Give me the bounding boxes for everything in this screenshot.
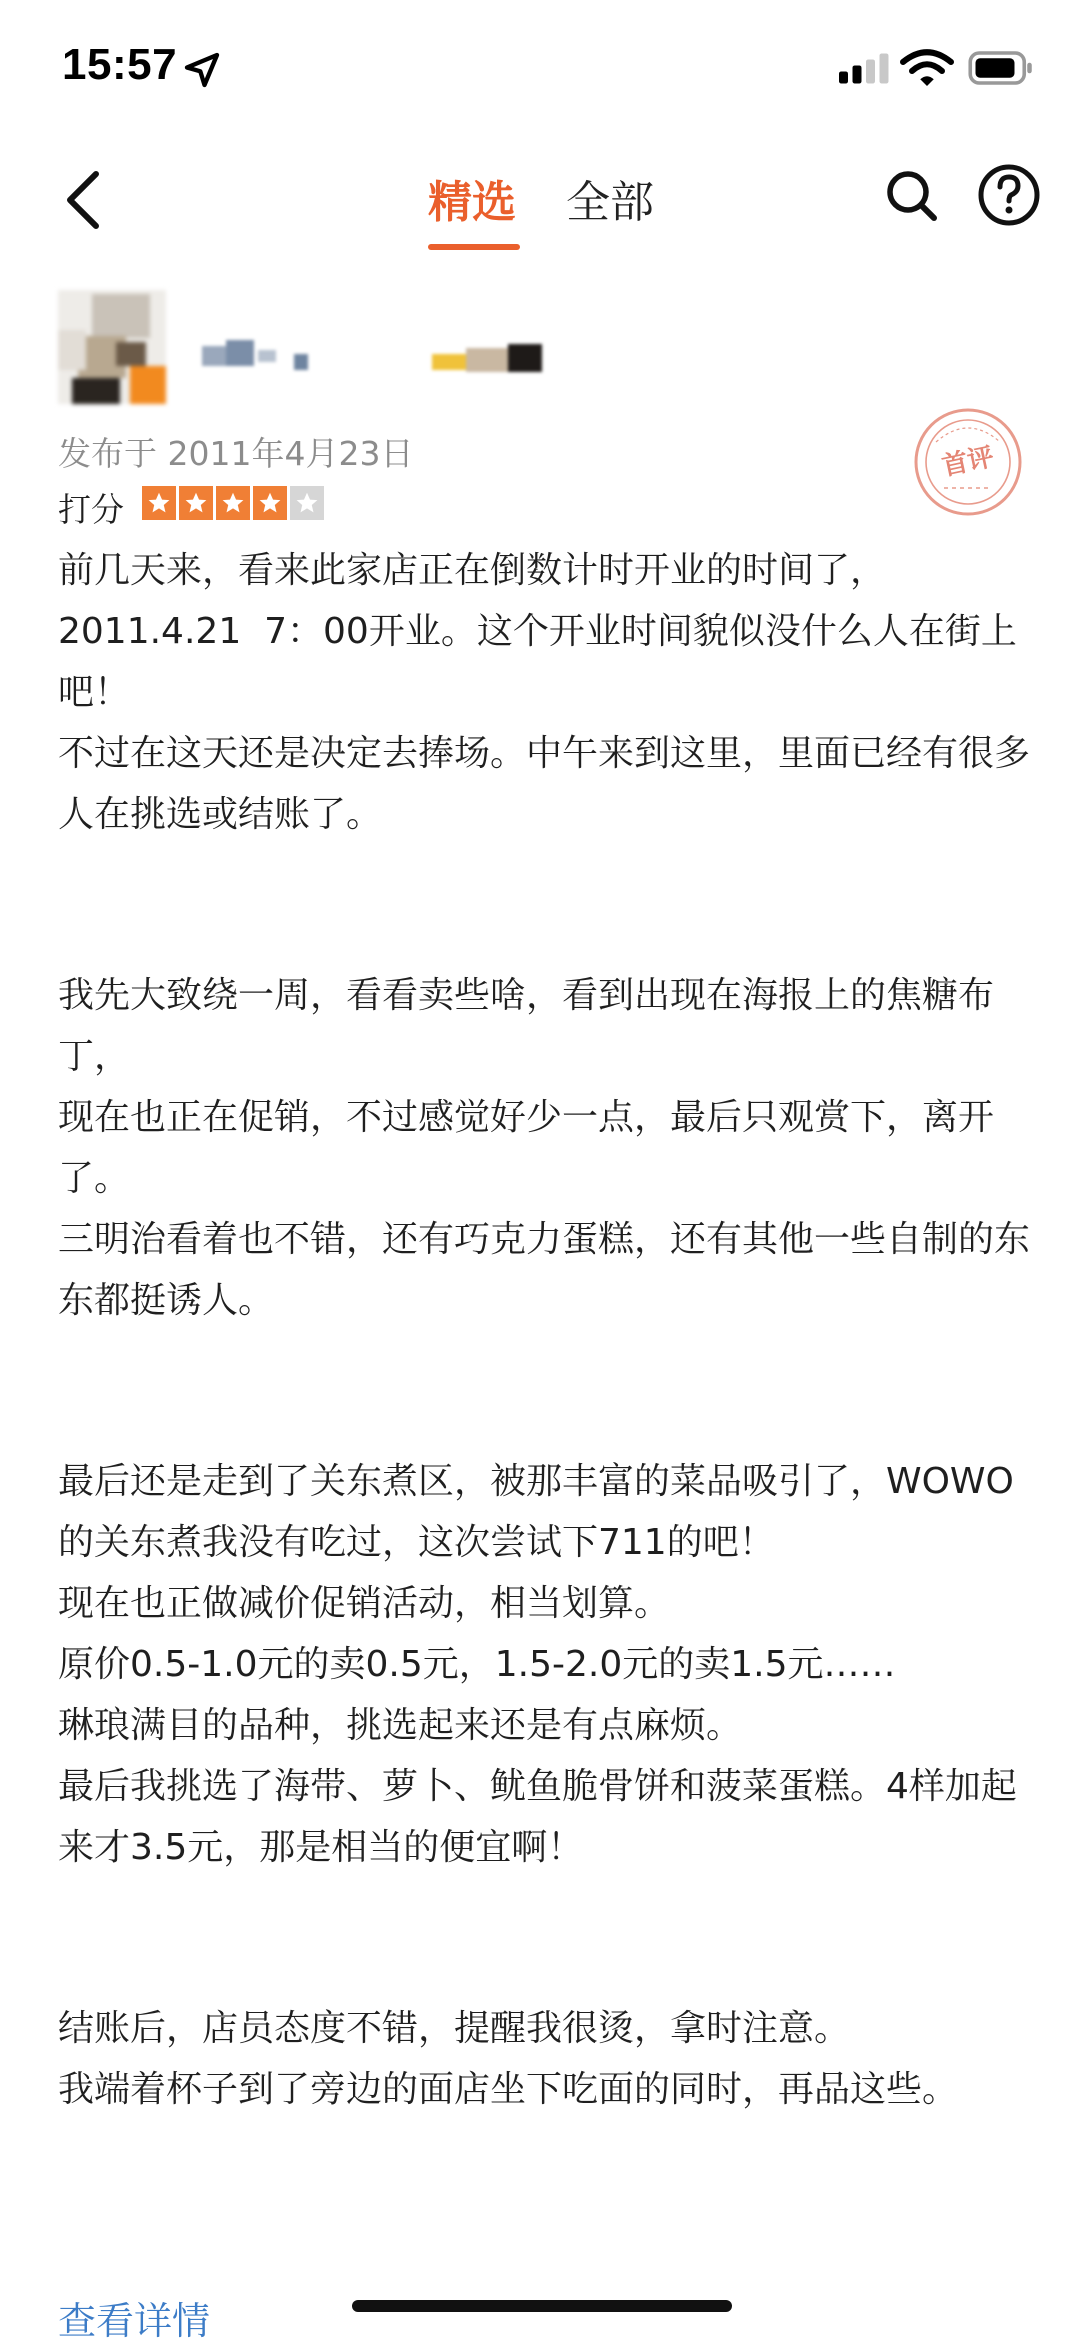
star-icon — [179, 486, 213, 520]
review-paragraph: 结账后，店员态度不错，提醒我很烫，拿时注意。 我端着杯子到了旁边的面店坐下吃面的同时，再品这些。 — [58, 2008, 959, 2110]
back-arrow-icon[interactable] — [50, 160, 120, 240]
review-paragraph: 前几天来，看来此家店正在倒数计时开业的时间了，2011.4.21 7：00开业。这个开业时间貌似没什么人在街上吧！ 不过在这天还是决定去捧场。中午来到这里，里面已经有很多人在挑选或结账了。 — [58, 550, 1031, 835]
first-review-stamp — [910, 404, 1026, 520]
svg-text:首评: 首评 — [939, 441, 997, 483]
star-icon — [216, 486, 250, 520]
search-icon[interactable] — [880, 164, 944, 228]
avatar[interactable] — [58, 290, 166, 404]
rating-label: 打分 — [58, 490, 124, 529]
star-icon — [253, 486, 287, 520]
publish-date: 发布于 2011年4月23日 — [58, 434, 414, 473]
star-rating — [142, 486, 324, 520]
tab-all[interactable]: 全部 — [566, 177, 654, 228]
wifi-icon — [900, 48, 954, 88]
nav-bar — [0, 140, 1080, 260]
review-paragraph: 最后还是走到了关东煮区，被那丰富的菜品吸引了，WOWO的关东煮我没有吃过，这次尝试下711的吧！ 现在也正做减价促销活动，相当划算。 原价0.5-1.0元的卖0.5元，1.5-2.0元的卖1.5元…… 琳琅满目的品种，挑选起来还是有点麻烦。 最后我挑选了海带、萝卜、鱿鱼脆骨饼和菠菜蛋糕。4样加起来才3.5元，那是相当的便宜啊！ — [58, 1461, 1017, 1868]
home-indicator[interactable] — [352, 2300, 732, 2312]
review-body — [58, 540, 1033, 2120]
username[interactable] — [196, 336, 546, 376]
help-icon[interactable] — [976, 162, 1042, 228]
cellular-signal-icon — [836, 52, 890, 88]
star-icon — [142, 486, 176, 520]
review-paragraph: 我先大致绕一周，看看卖些啥，看到出现在海报上的焦糖布丁， 现在也正在促销，不过感觉好少一点，最后只观赏下，离开了。 三明治看着也不错，还有巧克力蛋糕，还有其他一些自制的东东都挺诱人。 — [58, 975, 1031, 1321]
battery-icon — [968, 50, 1034, 86]
star-empty-icon — [290, 486, 324, 520]
location-arrow-icon — [182, 50, 222, 90]
view-details-link[interactable]: 查看详情 — [58, 2299, 211, 2343]
status-bar — [0, 0, 1080, 135]
status-time: 15:57 — [62, 40, 178, 89]
tab-featured[interactable]: 精选 — [428, 177, 516, 228]
active-tab-indicator — [428, 244, 520, 250]
